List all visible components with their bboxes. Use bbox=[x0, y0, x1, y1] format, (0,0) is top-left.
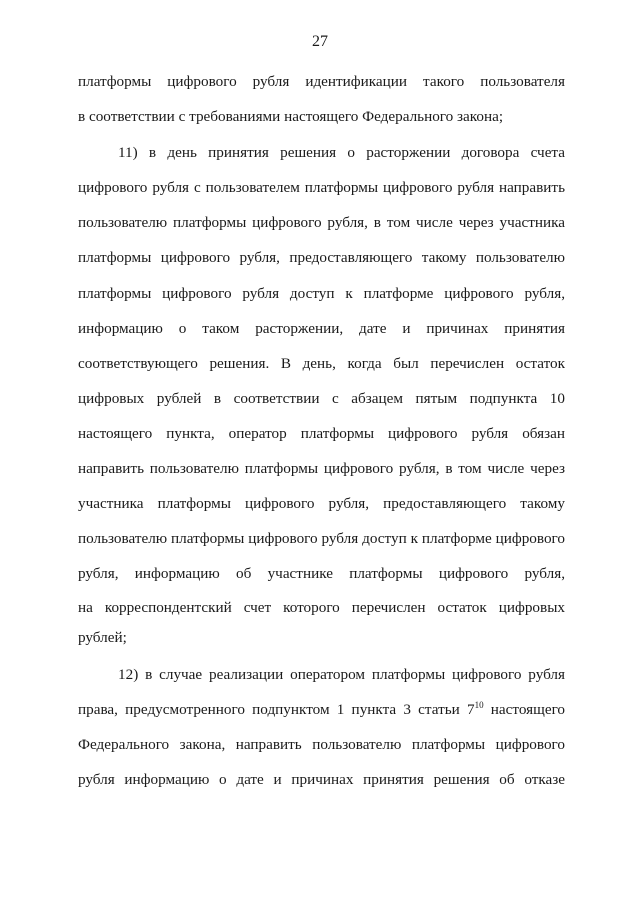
text-line: на корреспондентский счет которого перечислен остаток цифровых bbox=[78, 599, 565, 616]
superscript: 10 bbox=[474, 700, 484, 710]
text-line: пользователю платформы цифрового рубля, в том числе через участника bbox=[78, 214, 565, 231]
text-line: рубля информацию о дате и причинах принятия решения об отказе bbox=[78, 771, 565, 788]
paragraph-11-start: 11) в день принятия решения о расторжении договора счета bbox=[118, 144, 565, 161]
text-segment: настоящего bbox=[490, 701, 566, 718]
text-line: настоящего пункта, оператор платформы цифрового рубля обязан bbox=[78, 425, 565, 442]
text-line: платформы цифрового рубля, предоставляющего такому пользователю bbox=[78, 249, 565, 266]
text-line: пользователю платформы цифрового рубля доступ к платформе цифрового bbox=[78, 530, 565, 547]
text-line: платформы цифрового рубля идентификации такого пользователя bbox=[78, 73, 565, 90]
text-line: информацию о таком расторжении, дате и причинах принятия bbox=[78, 320, 565, 337]
text-line: рублей; bbox=[78, 629, 127, 646]
text-line-with-superscript bbox=[78, 700, 565, 720]
text-line: цифрового рубля с пользователем платформы цифрового рубля направить bbox=[78, 179, 565, 196]
text-line: платформы цифрового рубля доступ к платформе цифрового рубля, bbox=[78, 285, 565, 302]
text-line: соответствующего решения. В день, когда был перечислен остаток bbox=[78, 355, 565, 372]
text-line: направить пользователю платформы цифрового рубля, в том числе через bbox=[78, 460, 565, 477]
text-line: участника платформы цифрового рубля, предоставляющего такому bbox=[78, 495, 565, 512]
text-line: Федерального закона, направить пользователю платформы цифрового bbox=[78, 736, 565, 753]
text-line: в соответствии с требованиями настоящего Федерального закона; bbox=[78, 108, 504, 125]
page-number: 27 bbox=[312, 33, 328, 50]
text-line: цифровых рублей в соответствии с абзацем пятым подпункта 10 bbox=[78, 390, 565, 407]
text-segment: права, предусмотренного подпунктом 1 пункта 3 статьи 7 bbox=[78, 701, 475, 718]
text-line: рубля, информацию об участнике платформы цифрового рубля, bbox=[78, 565, 565, 582]
paragraph-12-start: 12) в случае реализации оператором платформы цифрового рубля bbox=[118, 666, 565, 683]
